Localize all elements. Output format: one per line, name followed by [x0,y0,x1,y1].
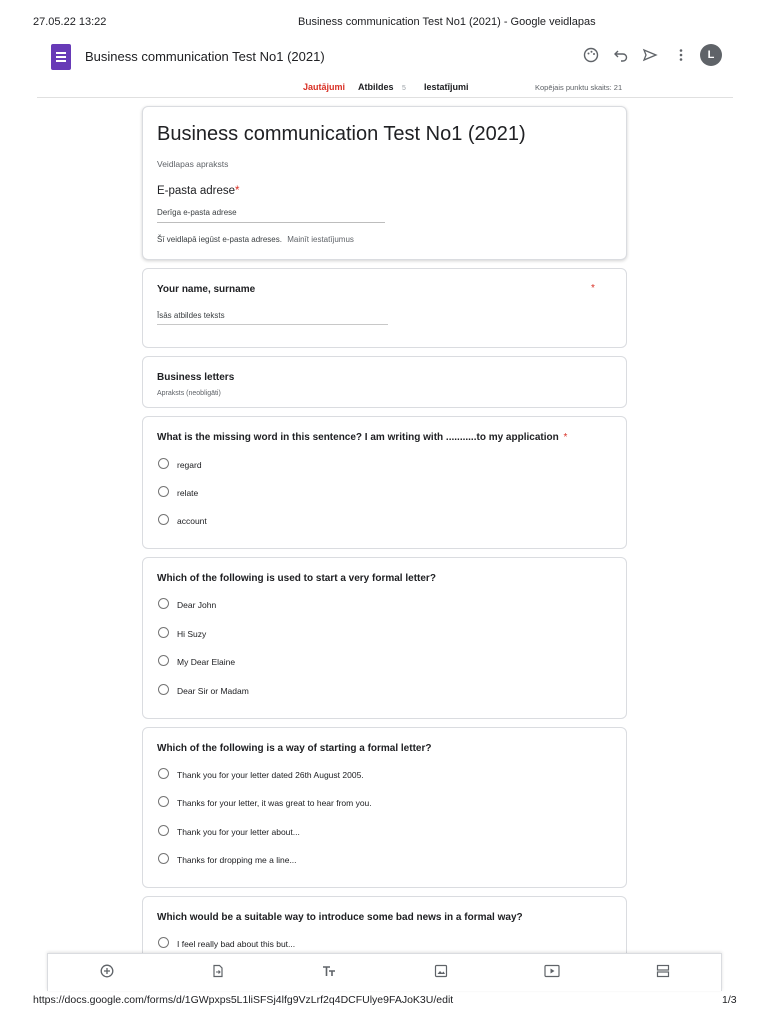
send-icon[interactable] [639,44,661,66]
add-image-icon[interactable] [432,962,450,980]
question-title-1-text: What is the missing word in this sentence? I am writing with ...........to my application [157,432,559,443]
section-description: Apraksts (neobligāti) [157,390,221,397]
name-question-title: Your name, surname [157,284,256,295]
radio-button[interactable] [158,768,169,779]
import-questions-icon[interactable] [209,962,227,980]
print-datetime: 27.05.22 13:22 [33,16,107,28]
short-answer-placeholder: Īsās atbildes teksts [157,311,225,320]
question-title-4: Which would be a suitable way to introduce some bad news in a formal way? [157,912,523,923]
form-name-title[interactable]: Business communication Test No1 (2021) [85,49,325,64]
radio-button[interactable] [158,598,169,609]
option-label: My Dear Elaine [177,657,236,667]
question-title-2: Which of the following is used to start a very formal letter? [157,573,436,584]
option-label: Thanks for dropping me a line... [177,855,297,865]
add-section-icon[interactable] [654,962,672,980]
email-collection-note [157,235,354,244]
form-description[interactable]: Veidlapas apraksts [157,159,229,169]
print-document-title: Business communication Test No1 (2021) - Google veidlapas [298,16,596,28]
tabs-divider [37,97,733,98]
name-question-card[interactable] [142,268,627,348]
question-title-3: Which of the following is a way of starting a formal letter? [157,743,432,754]
tab-questions[interactable]: Jautājumi [303,82,346,92]
option-label: I feel really bad about this but... [177,939,296,949]
option-label: Thank you for your letter about... [177,827,300,837]
print-page-number: 1/3 [722,994,737,1006]
option-label: Thank you for your letter dated 26th August 2005. [177,770,364,780]
print-url: https://docs.google.com/forms/d/1GWpxps5L1liSFSj4lfg9VzLrf2q4DCFUlye9FAJoK3U/edit [33,994,454,1006]
palette-icon[interactable] [580,44,602,66]
name-required-asterisk: * [591,283,595,294]
tab-responses-label: Atbildes [358,82,394,92]
radio-button[interactable] [158,458,169,469]
option-label: account [177,516,207,526]
option-label: regard [177,460,202,470]
tab-responses[interactable] [358,82,406,92]
form-title[interactable]: Business communication Test No1 (2021) [157,123,526,145]
short-answer-underline [157,324,388,325]
account-avatar[interactable]: L [700,44,722,66]
email-input-underline [157,222,385,223]
email-field-label [157,185,239,197]
email-label: E-pasta adrese [157,185,235,197]
question-toolbar [47,953,722,991]
required-asterisk: * [235,185,240,197]
change-settings-link[interactable]: Mainīt iestatījumus [287,235,354,244]
tab-settings[interactable]: Iestatījumi [424,82,469,92]
email-input-placeholder: Derīga e-pasta adrese [157,208,237,217]
radio-button[interactable] [158,655,169,666]
more-vert-icon[interactable] [670,44,692,66]
radio-button[interactable] [158,627,169,638]
radio-button[interactable] [158,796,169,807]
radio-button[interactable] [158,514,169,525]
add-question-icon[interactable] [98,962,116,980]
total-points: Kopējais punktu skaits: 21 [535,83,623,92]
collect-note-text: Šī veidlapā iegūst e-pasta adreses. [157,235,282,244]
radio-button[interactable] [158,486,169,497]
option-label: Dear Sir or Madam [177,686,249,696]
question-title-1 [157,432,567,443]
radio-button[interactable] [158,937,169,948]
section-title: Business letters [157,372,235,383]
question-1-required-asterisk: * [563,432,568,443]
radio-button[interactable] [158,825,169,836]
option-label: Thanks for your letter, it was great to hear from you. [177,798,372,808]
google-forms-logo-icon[interactable] [51,44,71,70]
responses-count-badge: 5 [402,85,406,92]
option-label: relate [177,488,199,498]
option-label: Hi Suzy [177,629,207,639]
add-title-icon[interactable] [320,962,338,980]
radio-button[interactable] [158,684,169,695]
undo-icon[interactable] [610,44,632,66]
radio-button[interactable] [158,853,169,864]
add-video-icon[interactable] [543,962,561,980]
option-label: Dear John [177,600,217,610]
